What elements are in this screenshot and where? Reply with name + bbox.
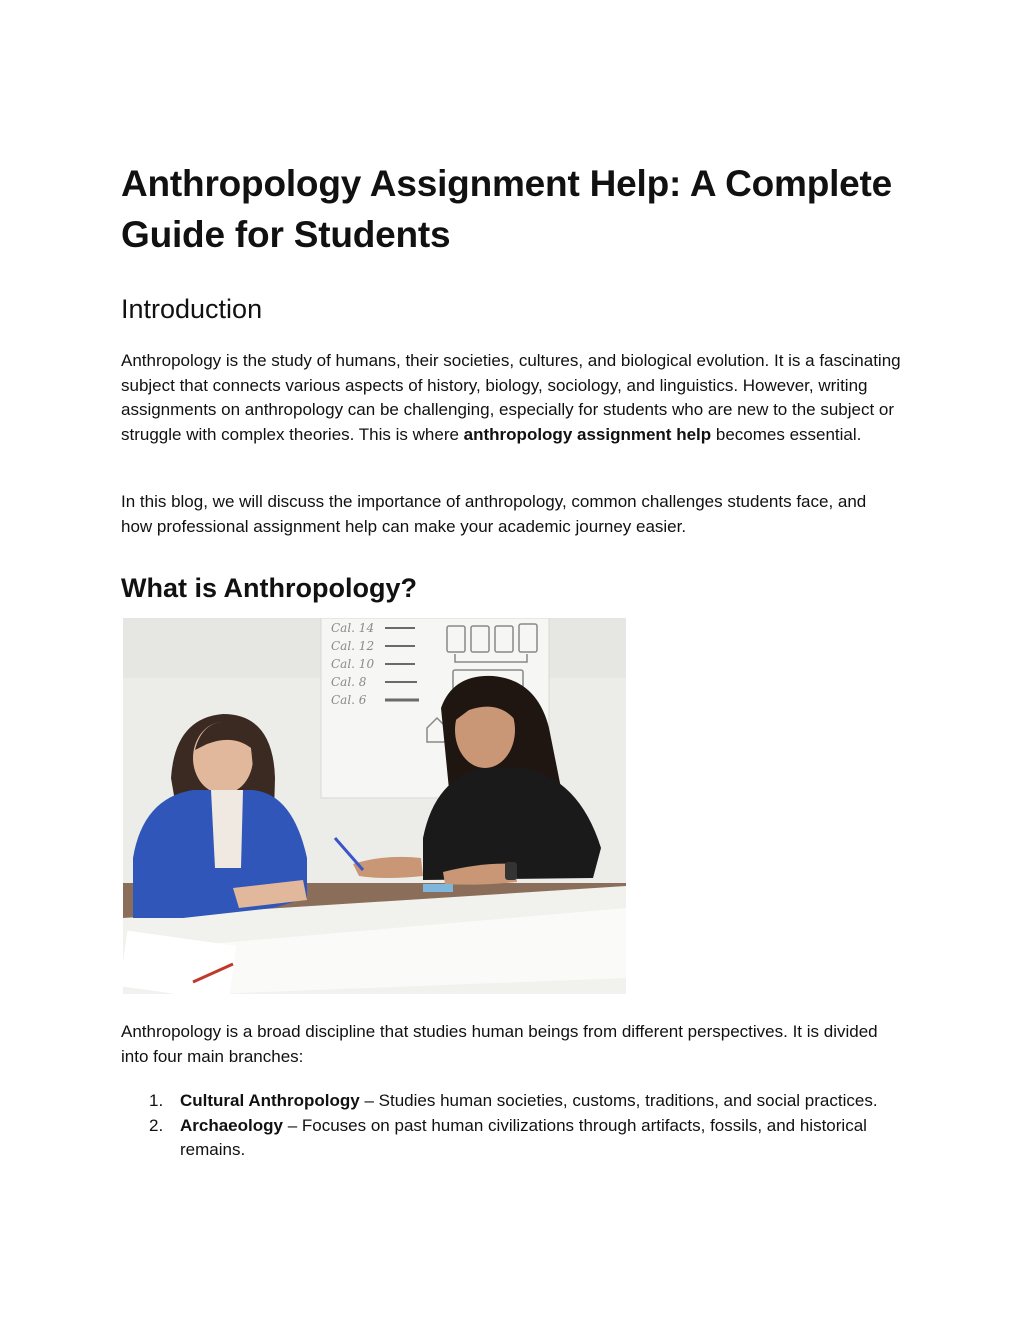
- list-item: 1. Cultural Anthropology – Studies human societies, customs, traditions, and social practices.: [149, 1091, 878, 1110]
- list-item: 2. Archaeology – Focuses on past human civilizations through artifacts, fossils, and historical remains.: [149, 1115, 867, 1159]
- students-discussion-photo: [123, 618, 626, 994]
- intro-paragraph-2: In this blog, we will discuss the importance of anthropology, common challenges students face, and how professional assignment help can make your academic journey easier.: [121, 492, 867, 536]
- branches-list: [121, 1089, 901, 1163]
- intro-paragraph-1: Anthropology is the study of humans, their societies, cultures, and biological evolution. It is a fascinating subject that connects various aspects of history, biology, sociology, and linguistics. However, writing assignments on anthropology can be challenging, especially for students who are new to the subject or struggle with complex theories. This is where anthropology assignment help becomes essential.: [121, 351, 901, 444]
- introduction-heading: Introduction: [121, 294, 263, 324]
- whiteboard-label: Cal. 10: [331, 657, 375, 671]
- anthropology-assignment-help-emphasis: anthropology assignment help: [463, 424, 712, 444]
- what-is-paragraph: Anthropology is a broad discipline that studies human beings from different perspectives. It is divided into four main branches:: [121, 1022, 878, 1066]
- page-title: Anthropology Assignment Help: A Complete Guide for Students: [121, 163, 893, 255]
- whiteboard-label: Cal. 6: [331, 693, 367, 707]
- whiteboard-label: Cal. 12: [331, 639, 375, 653]
- whiteboard-label: Cal. 14: [331, 621, 375, 635]
- whiteboard-label: Cal. 8: [331, 675, 367, 689]
- what-is-anthropology-heading: What is Anthropology?: [121, 573, 417, 603]
